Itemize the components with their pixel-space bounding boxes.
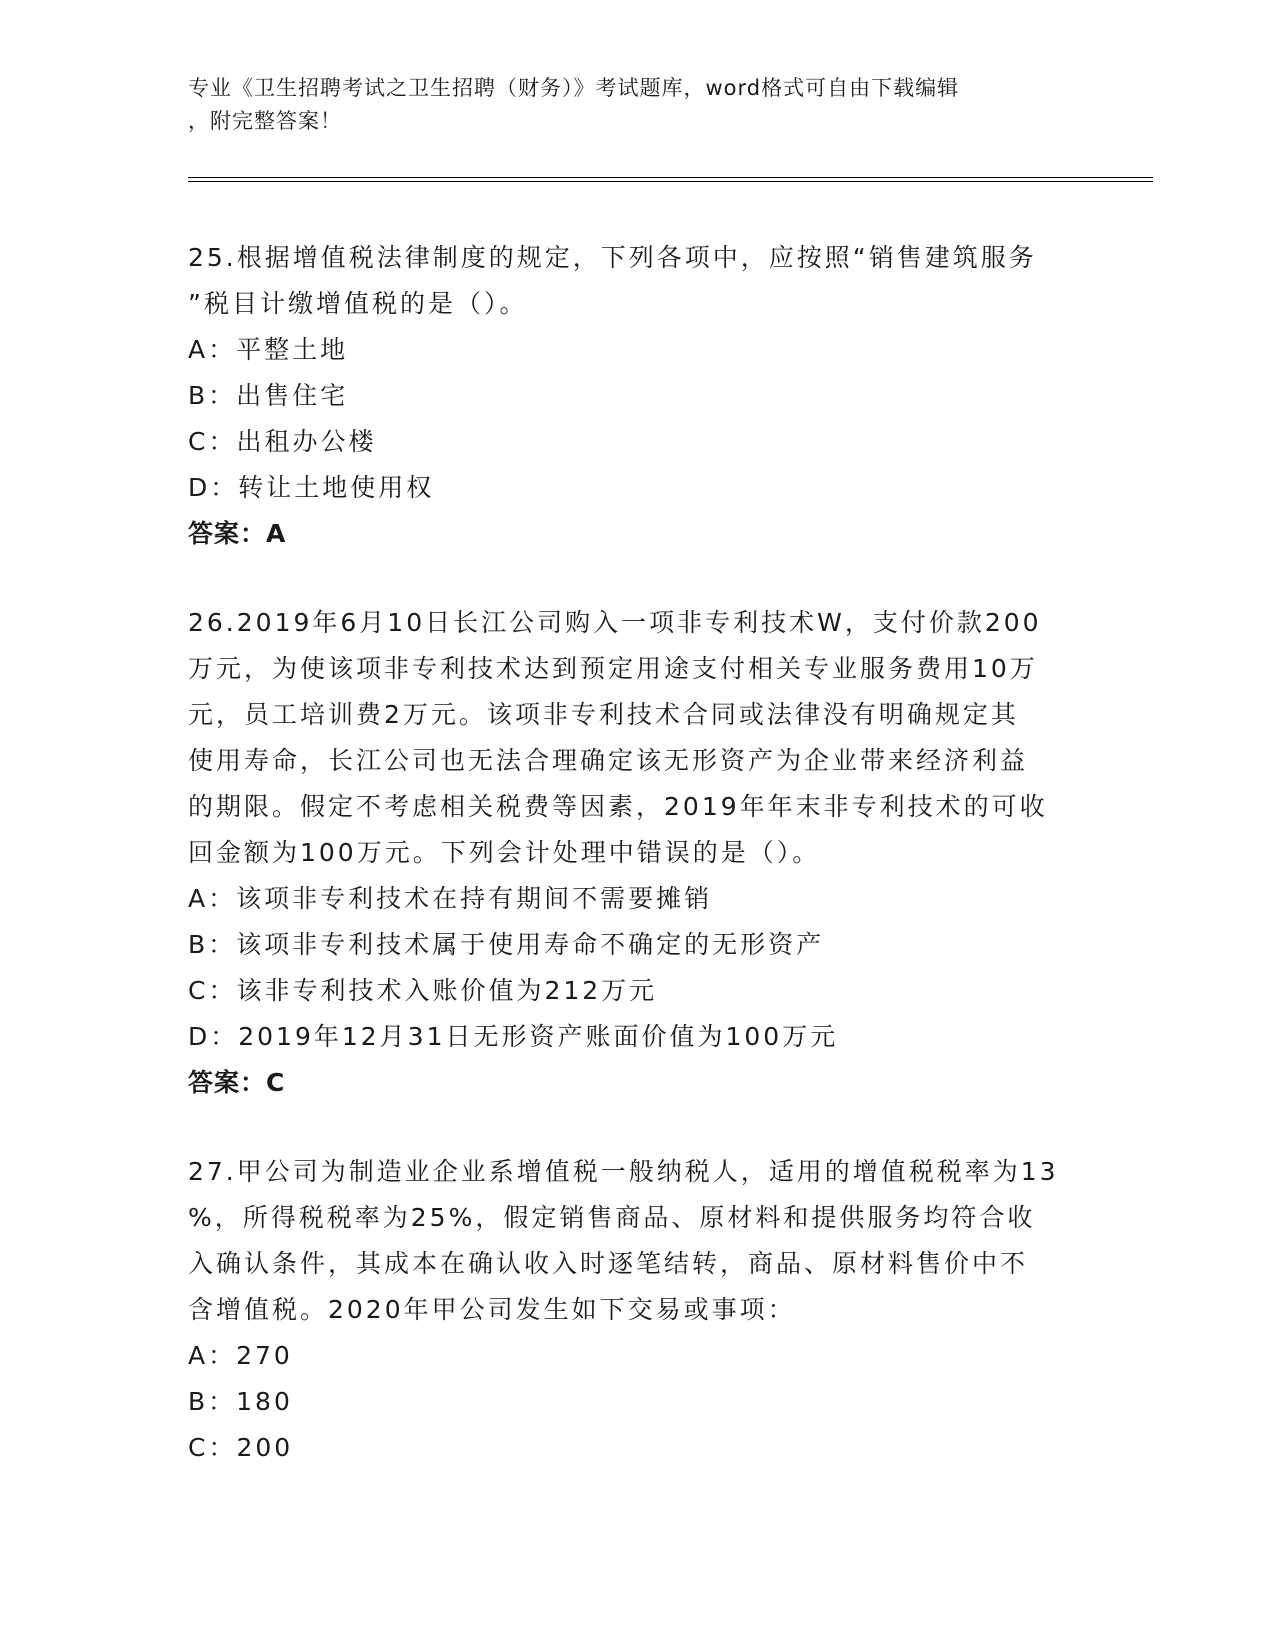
question-stem-line: 入确认条件，其成本在确认收入时逐笔结转，商品、原材料售价中不 (188, 1249, 1029, 1278)
option-c: C：200 (188, 1433, 294, 1462)
header-title-line-1: 专业《卫生招聘考试之卫生招聘（财务）》考试题库，word格式可自由下载编辑 (188, 76, 960, 100)
question-stem-line: ”税目计缴增值税的是（）。 (188, 289, 528, 318)
question-stem-line: 25.根据增值税法律制度的规定，下列各项中，应按照“销售建筑服务 (188, 243, 1037, 272)
option-b: B：出售住宅 (188, 381, 349, 410)
question-26 (188, 600, 1088, 1106)
option-b: B：180 (188, 1387, 293, 1416)
option-a: A：平整土地 (188, 335, 349, 364)
answer-line: 答案：C (188, 1068, 286, 1097)
question-stem-line: 元，员工培训费2万元。该项非专利技术合同或法律没有明确规定其 (188, 700, 1019, 729)
header-divider (188, 177, 1153, 182)
question-stem-line: 26.2019年6月10日长江公司购入一项非专利技术W，支付价款200 (188, 608, 1042, 637)
question-stem-line: 27.甲公司为制造业企业系增值税一般纳税人，适用的增值税税率为13 (188, 1157, 1059, 1186)
option-a: A：该项非专利技术在持有期间不需要摊销 (188, 884, 713, 913)
option-c: C：出租办公楼 (188, 427, 377, 456)
option-b: B：该项非专利技术属于使用寿命不确定的无形资产 (188, 930, 825, 959)
document-header (188, 72, 1088, 138)
question-stem-line: 回金额为100万元。下列会计处理中错误的是（）。 (188, 838, 821, 867)
option-d: D：转让土地使用权 (188, 473, 435, 502)
question-stem-line: 万元，为使该项非专利技术达到预定用途支付相关专业服务费用10万 (188, 654, 1038, 683)
option-a: A：270 (188, 1341, 293, 1370)
question-27 (188, 1149, 1088, 1471)
question-25 (188, 235, 1088, 557)
option-c: C：该非专利技术入账价值为212万元 (188, 976, 658, 1005)
question-stem-line: 的期限。假定不考虑相关税费等因素，2019年年末非专利技术的可收 (188, 792, 1048, 821)
header-title-line-2: ，附完整答案！ (188, 109, 342, 133)
question-stem-line: %，所得税税率为25%，假定销售商品、原材料和提供服务均符合收 (188, 1203, 1036, 1232)
option-d: D：2019年12月31日无形资产账面价值为100万元 (188, 1022, 839, 1051)
answer-line: 答案：A (188, 519, 287, 548)
question-list (188, 235, 1088, 1514)
question-stem-line: 使用寿命，长江公司也无法合理确定该无形资产为企业带来经济利益 (188, 746, 1029, 775)
question-stem-line: 含增值税。2020年甲公司发生如下交易或事项： (188, 1295, 796, 1324)
